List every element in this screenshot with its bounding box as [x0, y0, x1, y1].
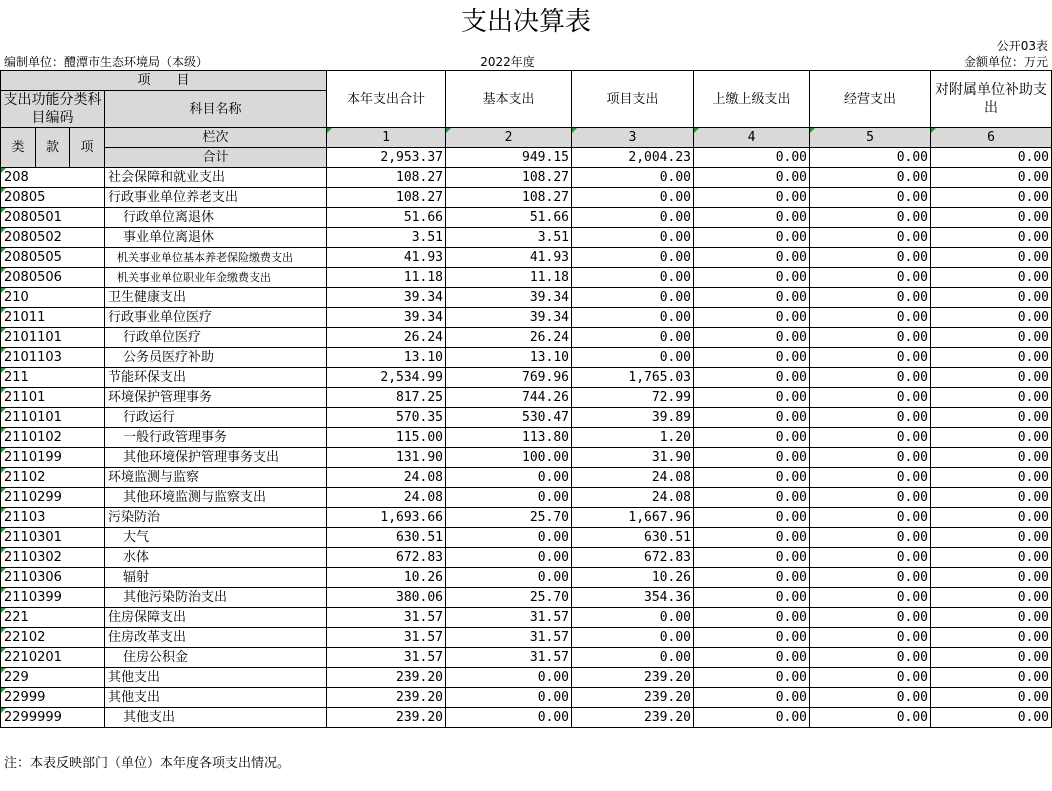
table-row	[1, 208, 1052, 228]
row-value-cell: 0.00	[446, 568, 572, 588]
row-code: 2110299	[1, 488, 105, 508]
row-value-cell: 31.57	[446, 628, 572, 648]
row-value-cell: 0.00	[810, 708, 931, 728]
row-value-cell: 0.00	[694, 648, 810, 668]
row-value-cell: 0.00	[810, 568, 931, 588]
row-value-cell: 10.26	[572, 568, 694, 588]
row-value-cell: 108.27	[446, 188, 572, 208]
row-value-cell: 0.00	[694, 668, 810, 688]
row-subject-name: 机关事业单位基本养老保险缴费支出	[105, 248, 327, 268]
row-code: 20805	[1, 188, 105, 208]
row-value-cell: 0.00	[694, 348, 810, 368]
table-row	[1, 388, 1052, 408]
row-value-cell: 0.00	[694, 288, 810, 308]
row-value-cell: 0.00	[931, 188, 1052, 208]
row-subject-name: 大气	[105, 528, 327, 548]
row-value-cell: 0.00	[810, 248, 931, 268]
row-value-cell: 31.57	[446, 608, 572, 628]
row-value-cell: 744.26	[446, 388, 572, 408]
total-cell: 0.00	[810, 148, 931, 168]
row-value-cell: 39.89	[572, 408, 694, 428]
header-col-project: 项目支出	[572, 71, 694, 128]
row-subject-name: 行政单位离退休	[105, 208, 327, 228]
row-code: 21011	[1, 308, 105, 328]
row-subject-name: 其他支出	[105, 708, 327, 728]
row-value-cell: 25.70	[446, 508, 572, 528]
row-subject-name: 公务员医疗补助	[105, 348, 327, 368]
row-value-cell: 0.00	[810, 468, 931, 488]
row-value-cell: 0.00	[931, 628, 1052, 648]
header-xiang: 项	[70, 128, 105, 168]
row-value-cell: 530.47	[446, 408, 572, 428]
row-subject-name: 其他环境监测与监察支出	[105, 488, 327, 508]
row-value-cell: 0.00	[931, 548, 1052, 568]
row-value-cell: 131.90	[327, 448, 446, 468]
row-value-cell: 0.00	[572, 168, 694, 188]
row-value-cell: 13.10	[446, 348, 572, 368]
row-value-cell: 0.00	[694, 468, 810, 488]
header-col-total: 本年支出合计	[327, 71, 446, 128]
row-code: 2101103	[1, 348, 105, 368]
total-label: 合计	[105, 148, 327, 168]
header-subject-name: 科目名称	[105, 91, 327, 128]
row-value-cell: 0.00	[572, 228, 694, 248]
header-item: 项 目	[1, 71, 327, 91]
page-title: 支出决算表	[460, 7, 591, 37]
row-value-cell: 108.27	[327, 168, 446, 188]
row-value-cell: 0.00	[694, 568, 810, 588]
row-subject-name: 其他支出	[105, 688, 327, 708]
column-number: 5	[810, 128, 931, 148]
row-subject-name: 水体	[105, 548, 327, 568]
row-code: 221	[1, 608, 105, 628]
row-subject-name: 社会保障和就业支出	[105, 168, 327, 188]
row-value-cell: 0.00	[694, 388, 810, 408]
row-code: 210	[1, 288, 105, 308]
table-code: 公开03表	[996, 39, 1048, 53]
header-lanci: 栏次	[105, 128, 327, 148]
row-value-cell: 1,693.66	[327, 508, 446, 528]
row-value-cell: 72.99	[572, 388, 694, 408]
row-value-cell: 0.00	[694, 168, 810, 188]
row-value-cell: 41.93	[327, 248, 446, 268]
row-value-cell: 51.66	[327, 208, 446, 228]
row-value-cell: 239.20	[572, 708, 694, 728]
column-number: 2	[446, 128, 572, 148]
row-value-cell: 13.10	[327, 348, 446, 368]
row-code: 21103	[1, 508, 105, 528]
row-code: 2080506	[1, 268, 105, 288]
row-value-cell: 239.20	[327, 688, 446, 708]
total-cell: 2,004.23	[572, 148, 694, 168]
table-row	[1, 408, 1052, 428]
row-value-cell: 0.00	[931, 428, 1052, 448]
row-value-cell: 0.00	[694, 488, 810, 508]
row-subject-name: 行政单位医疗	[105, 328, 327, 348]
row-value-cell: 0.00	[446, 688, 572, 708]
row-code: 2101101	[1, 328, 105, 348]
table-row	[1, 508, 1052, 528]
row-code: 2110306	[1, 568, 105, 588]
row-value-cell: 31.90	[572, 448, 694, 468]
row-value-cell: 0.00	[572, 268, 694, 288]
row-value-cell: 39.34	[446, 288, 572, 308]
row-value-cell: 0.00	[694, 188, 810, 208]
row-value-cell: 0.00	[446, 528, 572, 548]
table-row	[1, 168, 1052, 188]
row-code: 22102	[1, 628, 105, 648]
table-row	[1, 448, 1052, 468]
row-value-cell: 0.00	[694, 228, 810, 248]
row-value-cell: 239.20	[327, 708, 446, 728]
row-value-cell: 31.57	[446, 648, 572, 668]
column-number: 3	[572, 128, 694, 148]
row-value-cell: 0.00	[931, 368, 1052, 388]
row-value-cell: 0.00	[572, 328, 694, 348]
fiscal-year: 2022年度	[480, 55, 535, 69]
row-value-cell: 31.57	[327, 628, 446, 648]
header-kuan: 款	[36, 128, 70, 168]
row-code: 2299999	[1, 708, 105, 728]
row-value-cell: 0.00	[810, 348, 931, 368]
row-value-cell: 0.00	[810, 488, 931, 508]
row-value-cell: 0.00	[810, 288, 931, 308]
row-code: 22999	[1, 688, 105, 708]
row-subject-name: 住房公积金	[105, 648, 327, 668]
row-value-cell: 0.00	[694, 608, 810, 628]
row-value-cell: 0.00	[694, 448, 810, 468]
row-value-cell: 10.26	[327, 568, 446, 588]
row-value-cell: 51.66	[446, 208, 572, 228]
table-row	[1, 488, 1052, 508]
row-subject-name: 辐射	[105, 568, 327, 588]
row-value-cell: 115.00	[327, 428, 446, 448]
row-value-cell: 0.00	[572, 608, 694, 628]
row-subject-name: 环境监测与监察	[105, 468, 327, 488]
expenditure-table	[0, 70, 1052, 728]
row-value-cell: 0.00	[931, 608, 1052, 628]
row-value-cell: 0.00	[931, 228, 1052, 248]
row-value-cell: 3.51	[446, 228, 572, 248]
table-row	[1, 668, 1052, 688]
row-value-cell: 0.00	[810, 168, 931, 188]
row-value-cell: 108.27	[327, 188, 446, 208]
table-row	[1, 268, 1052, 288]
row-value-cell: 24.08	[327, 488, 446, 508]
row-subject-name: 住房保障支出	[105, 608, 327, 628]
row-value-cell: 0.00	[810, 228, 931, 248]
row-value-cell: 0.00	[810, 388, 931, 408]
row-value-cell: 0.00	[694, 628, 810, 648]
row-value-cell: 0.00	[694, 588, 810, 608]
row-subject-name: 卫生健康支出	[105, 288, 327, 308]
row-value-cell: 239.20	[572, 688, 694, 708]
row-code: 2080501	[1, 208, 105, 228]
row-value-cell: 0.00	[931, 388, 1052, 408]
row-value-cell: 0.00	[446, 548, 572, 568]
row-value-cell: 0.00	[931, 408, 1052, 428]
row-value-cell: 2,534.99	[327, 368, 446, 388]
table-row	[1, 328, 1052, 348]
row-value-cell: 630.51	[327, 528, 446, 548]
row-code: 2110101	[1, 408, 105, 428]
table-row	[1, 308, 1052, 328]
table-row	[1, 688, 1052, 708]
header-col-basic: 基本支出	[446, 71, 572, 128]
row-value-cell: 0.00	[694, 708, 810, 728]
row-value-cell: 24.08	[327, 468, 446, 488]
row-code: 2080502	[1, 228, 105, 248]
row-subject-name: 行政运行	[105, 408, 327, 428]
row-value-cell: 570.35	[327, 408, 446, 428]
row-value-cell: 0.00	[931, 348, 1052, 368]
table-row	[1, 548, 1052, 568]
table-row	[1, 248, 1052, 268]
row-value-cell: 0.00	[931, 208, 1052, 228]
column-number: 6	[931, 128, 1052, 148]
row-value-cell: 31.57	[327, 608, 446, 628]
row-code: 2110302	[1, 548, 105, 568]
row-value-cell: 24.08	[572, 468, 694, 488]
row-value-cell: 0.00	[931, 328, 1052, 348]
table-row	[1, 648, 1052, 668]
row-value-cell: 0.00	[694, 328, 810, 348]
table-row	[1, 228, 1052, 248]
amount-unit: 金额单位：万元	[963, 55, 1048, 69]
total-cell: 949.15	[446, 148, 572, 168]
row-value-cell: 0.00	[810, 408, 931, 428]
row-code: 2080505	[1, 248, 105, 268]
row-value-cell: 0.00	[810, 308, 931, 328]
row-value-cell: 0.00	[810, 508, 931, 528]
row-code: 2110399	[1, 588, 105, 608]
row-value-cell: 0.00	[810, 448, 931, 468]
total-cell: 0.00	[694, 148, 810, 168]
row-value-cell: 0.00	[810, 528, 931, 548]
row-value-cell: 113.80	[446, 428, 572, 448]
row-value-cell: 0.00	[694, 548, 810, 568]
row-code: 2110199	[1, 448, 105, 468]
row-value-cell: 26.24	[327, 328, 446, 348]
row-value-cell: 3.51	[327, 228, 446, 248]
row-subject-name: 行政事业单位医疗	[105, 308, 327, 328]
row-value-cell: 0.00	[810, 188, 931, 208]
row-value-cell: 26.24	[446, 328, 572, 348]
row-value-cell: 0.00	[810, 648, 931, 668]
row-value-cell: 354.36	[572, 588, 694, 608]
row-value-cell: 239.20	[572, 668, 694, 688]
row-value-cell: 0.00	[810, 368, 931, 388]
row-value-cell: 0.00	[931, 268, 1052, 288]
row-value-cell: 0.00	[931, 688, 1052, 708]
row-code: 2110301	[1, 528, 105, 548]
row-value-cell: 100.00	[446, 448, 572, 468]
table-row	[1, 188, 1052, 208]
row-subject-name: 其他支出	[105, 668, 327, 688]
row-value-cell: 39.34	[327, 288, 446, 308]
row-code: 211	[1, 368, 105, 388]
row-value-cell: 0.00	[810, 548, 931, 568]
row-value-cell: 0.00	[931, 248, 1052, 268]
row-value-cell: 0.00	[694, 508, 810, 528]
row-value-cell: 0.00	[572, 308, 694, 328]
row-value-cell: 0.00	[694, 688, 810, 708]
row-value-cell: 25.70	[446, 588, 572, 608]
row-value-cell: 0.00	[810, 588, 931, 608]
table-row	[1, 428, 1052, 448]
total-cell: 2,953.37	[327, 148, 446, 168]
row-value-cell: 31.57	[327, 648, 446, 668]
row-code: 208	[1, 168, 105, 188]
row-value-cell: 0.00	[931, 528, 1052, 548]
row-value-cell: 0.00	[446, 488, 572, 508]
row-value-cell: 0.00	[931, 288, 1052, 308]
row-value-cell: 0.00	[694, 248, 810, 268]
row-value-cell: 0.00	[572, 648, 694, 668]
row-value-cell: 1.20	[572, 428, 694, 448]
row-value-cell: 0.00	[694, 208, 810, 228]
header-col-subsidy: 对附属单位补助支出	[931, 71, 1052, 128]
header-func-code: 支出功能分类科目编码	[1, 91, 105, 128]
row-subject-name: 其他环境保护管理事务支出	[105, 448, 327, 468]
header-lei: 类	[1, 128, 36, 168]
row-value-cell: 0.00	[446, 468, 572, 488]
row-value-cell: 0.00	[446, 708, 572, 728]
row-value-cell: 769.96	[446, 368, 572, 388]
row-value-cell: 0.00	[694, 368, 810, 388]
row-code: 21102	[1, 468, 105, 488]
row-value-cell: 0.00	[572, 188, 694, 208]
row-subject-name: 事业单位离退休	[105, 228, 327, 248]
table-row	[1, 528, 1052, 548]
row-subject-name: 一般行政管理事务	[105, 428, 327, 448]
row-value-cell: 0.00	[931, 508, 1052, 528]
row-value-cell: 0.00	[810, 608, 931, 628]
row-value-cell: 11.18	[327, 268, 446, 288]
compiling-unit: 编制单位：醴潭市生态环境局（本级）	[4, 55, 209, 69]
row-value-cell: 0.00	[810, 428, 931, 448]
row-value-cell: 24.08	[572, 488, 694, 508]
row-value-cell: 0.00	[931, 168, 1052, 188]
table-row	[1, 468, 1052, 488]
row-code: 229	[1, 668, 105, 688]
row-value-cell: 0.00	[931, 488, 1052, 508]
row-value-cell: 0.00	[694, 308, 810, 328]
row-value-cell: 672.83	[572, 548, 694, 568]
column-number: 1	[327, 128, 446, 148]
row-value-cell: 0.00	[931, 668, 1052, 688]
row-value-cell: 0.00	[810, 668, 931, 688]
row-value-cell: 1,765.03	[572, 368, 694, 388]
row-value-cell: 108.27	[446, 168, 572, 188]
row-value-cell: 672.83	[327, 548, 446, 568]
row-value-cell: 0.00	[931, 648, 1052, 668]
row-value-cell: 630.51	[572, 528, 694, 548]
table-row	[1, 608, 1052, 628]
row-value-cell: 0.00	[694, 428, 810, 448]
row-subject-name: 住房改革支出	[105, 628, 327, 648]
row-value-cell: 11.18	[446, 268, 572, 288]
total-cell: 0.00	[931, 148, 1052, 168]
row-value-cell: 0.00	[931, 708, 1052, 728]
row-value-cell: 41.93	[446, 248, 572, 268]
row-value-cell: 0.00	[931, 588, 1052, 608]
row-value-cell: 0.00	[572, 288, 694, 308]
table-row	[1, 288, 1052, 308]
row-value-cell: 0.00	[446, 668, 572, 688]
row-code: 21101	[1, 388, 105, 408]
row-value-cell: 0.00	[810, 328, 931, 348]
row-value-cell: 0.00	[572, 628, 694, 648]
row-subject-name: 节能环保支出	[105, 368, 327, 388]
table-row	[1, 588, 1052, 608]
row-code: 2110102	[1, 428, 105, 448]
row-code: 2210201	[1, 648, 105, 668]
header-col-operating: 经营支出	[810, 71, 931, 128]
row-subject-name: 其他污染防治支出	[105, 588, 327, 608]
row-value-cell: 0.00	[694, 408, 810, 428]
table-row	[1, 348, 1052, 368]
row-value-cell: 817.25	[327, 388, 446, 408]
table-row	[1, 628, 1052, 648]
row-value-cell: 380.06	[327, 588, 446, 608]
row-value-cell: 0.00	[810, 208, 931, 228]
row-value-cell: 1,667.96	[572, 508, 694, 528]
row-subject-name: 环境保护管理事务	[105, 388, 327, 408]
row-value-cell: 0.00	[694, 528, 810, 548]
row-value-cell: 0.00	[931, 448, 1052, 468]
table-row	[1, 708, 1052, 728]
row-subject-name: 机关事业单位职业年金缴费支出	[105, 268, 327, 288]
table-row	[1, 368, 1052, 388]
column-number: 4	[694, 128, 810, 148]
row-subject-name: 行政事业单位养老支出	[105, 188, 327, 208]
table-row	[1, 568, 1052, 588]
row-value-cell: 0.00	[572, 248, 694, 268]
header-col-remit: 上缴上级支出	[694, 71, 810, 128]
row-value-cell: 0.00	[572, 348, 694, 368]
footnote: 注：本表反映部门（单位）本年度各项支出情况。	[4, 756, 291, 771]
row-value-cell: 39.34	[327, 308, 446, 328]
row-value-cell: 0.00	[810, 268, 931, 288]
row-value-cell: 0.00	[694, 268, 810, 288]
row-subject-name: 污染防治	[105, 508, 327, 528]
row-value-cell: 239.20	[327, 668, 446, 688]
row-value-cell: 0.00	[931, 568, 1052, 588]
row-value-cell: 0.00	[931, 308, 1052, 328]
row-value-cell: 39.34	[446, 308, 572, 328]
row-value-cell: 0.00	[810, 688, 931, 708]
row-value-cell: 0.00	[810, 628, 931, 648]
row-value-cell: 0.00	[572, 208, 694, 228]
row-value-cell: 0.00	[931, 468, 1052, 488]
